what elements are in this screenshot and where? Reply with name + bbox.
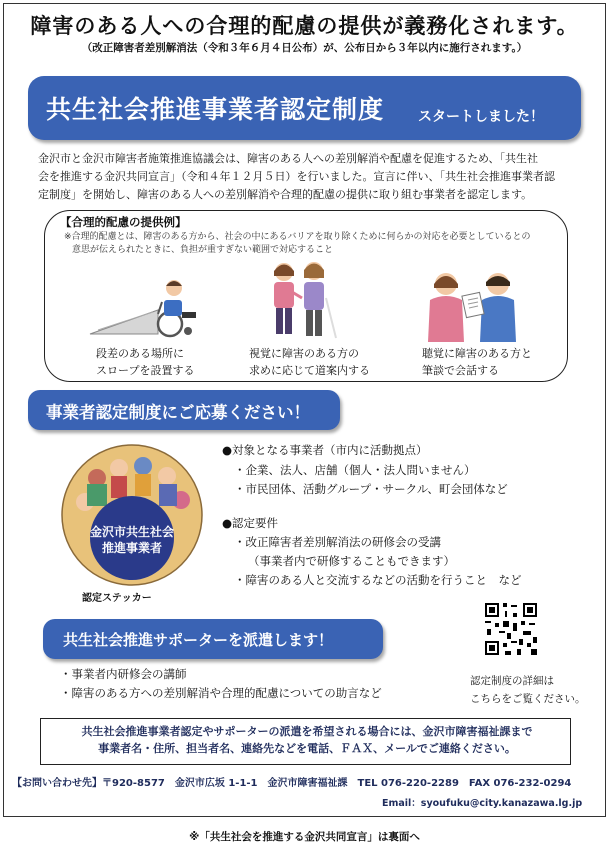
slope-wheelchair-illustration	[88, 262, 208, 340]
requirement-item-1: ・改正障害者差別解消法の研修会の受講	[234, 535, 441, 549]
target-item-1: ・企業、法人、店舗（個人・法人問いません）	[234, 463, 476, 477]
page-title: 障害のある人への合理的配慮の提供が義務化されます。	[30, 14, 579, 38]
intro-line-2: 会を推進する金沢共同宣言」（令和４年１２月５日）を行いました。宣言に伴い、「共生社会推進事業者認	[38, 170, 555, 183]
examples-note	[64, 231, 564, 257]
guide-illustration	[262, 258, 342, 342]
detail-note	[470, 672, 586, 708]
examples-title: 【合理的配慮の提供例】	[60, 215, 187, 229]
example-caption-2	[249, 345, 370, 379]
sticker-text-line-1: 金沢市共生社会	[89, 525, 175, 539]
apply-section-banner	[28, 390, 340, 430]
banner-title: 共生社会推進事業者認定制度	[46, 95, 385, 124]
example-3-line-2: 筆談で会話する	[422, 364, 499, 377]
detail-line-1: 認定制度の詳細は	[470, 675, 554, 687]
example-3-line-1: 聴覚に障害のある方と	[422, 347, 532, 360]
certification-sticker	[57, 444, 207, 586]
supporter-section-title: 共生社会推進サポーターを派遣します！	[63, 631, 334, 649]
apply-section-title: 事業者認定制度にご応募ください！	[46, 403, 310, 422]
footer-note: ※「共生社会を推進する金沢共同宣言」は裏面へ	[189, 831, 420, 843]
requirement-item-3: ・障害のある人と交流するなどの活動を行うこと など	[234, 573, 522, 587]
title-banner	[28, 76, 581, 140]
example-caption-3	[422, 345, 532, 379]
example-2-line-1: 視覚に障害のある方の	[249, 347, 359, 360]
application-line-2: 事業者名・住所、担当者名、連絡先などを電話、ＦＡＸ、メールでご連絡ください。	[98, 742, 516, 755]
supporter-section-banner	[43, 619, 383, 659]
detail-line-2: こちらをご覧ください。	[470, 693, 586, 705]
example-1-line-1: 段差のある場所に	[96, 347, 184, 360]
banner-start-text: スタートしました！	[418, 109, 544, 125]
intro-paragraph	[38, 150, 578, 204]
supporter-item-1: ・事業者内研修会の講師	[60, 667, 187, 681]
qr-code-icon[interactable]	[483, 601, 539, 657]
examples-note-line-2: 意思が伝えられたときに、負担が重すぎない範囲で対応すること	[72, 245, 334, 255]
requirements-heading: ●認定要件	[222, 516, 279, 530]
writing-conversation-illustration	[424, 266, 524, 342]
contact-email[interactable]: Email：syoufuku@city.kanazawa.lg.jp	[382, 798, 583, 809]
requirement-item-2: （事業者内で研修することもできます）	[248, 554, 455, 568]
supporter-item-2: ・障害のある方への差別解消や合理的配慮についての助言など	[60, 686, 382, 700]
example-2-line-2: 求めに応じて道案内する	[249, 364, 370, 377]
target-heading: ●対象となる事業者（市内に活動拠点）	[222, 443, 428, 457]
target-item-2: ・市民団体、活動グループ・サークル、町会団体など	[234, 482, 508, 496]
supporter-list	[60, 665, 382, 703]
page-subtitle: （改正障害者差別解消法（令和３年６月４日公布）が、公布日から３年以内に施行されます。）	[81, 42, 528, 54]
example-caption-1	[96, 345, 194, 379]
intro-line-1: 金沢市と金沢市障害者施策推進協議会は、障害のある人への差別解消や配慮を促進するため、「共生社	[38, 152, 539, 165]
sticker-text-line-2: 推進事業者	[101, 541, 163, 555]
application-line-1: 共生社会推進事業者認定やサポーターの派遣を希望される場合には、金沢市障害福祉課まで	[81, 725, 533, 738]
intro-line-3: 定制度」を開始し、障害のある人への差別解消や合理的配慮の提供に取り組む事業者を認定します。	[38, 188, 533, 201]
application-info-text	[52, 723, 562, 757]
examples-note-line-1: ※合理的配慮とは、障害のある方から、社会の中にあるバリアを取り除くために何らかの対応を必要としているとの	[64, 232, 531, 242]
contact-info: 【お問い合わせ先】〒920-8577 金沢市広坂 1-1-1 金沢市障害福祉課 TEL 076-220-2289 FAX 076-232-0294	[12, 778, 572, 789]
sticker-caption: 認定ステッカー	[82, 593, 152, 604]
example-1-line-2: スロープを設置する	[96, 364, 195, 377]
